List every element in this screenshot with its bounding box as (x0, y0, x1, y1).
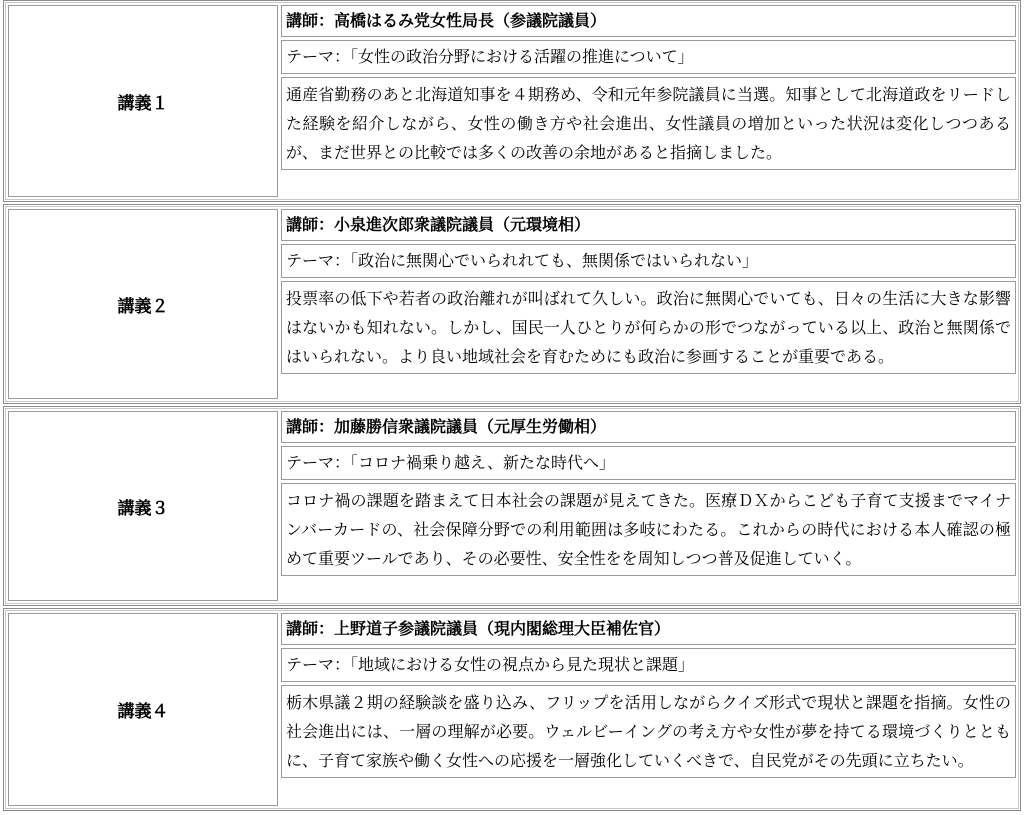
lecture-details (281, 411, 1016, 601)
lecturer-name: 講師：上野道子参議院議員（現内閣総理大臣補佐官） (281, 613, 1016, 645)
lecture-details (281, 209, 1016, 399)
lecture-theme: テーマ：「地域における女性の視点から見た現状と課題」 (281, 648, 1016, 682)
lecturer-name: 講師：高橋はるみ党女性局長（参議院議員） (281, 5, 1016, 37)
lecture-row-4 (3, 608, 1021, 811)
lecture-theme: テーマ：「コロナ禍乗り越え、新たな時代へ」 (281, 446, 1016, 480)
lecture-row-3 (3, 406, 1021, 606)
lecture-theme: テーマ：「政治に無関心でいられれても、無関係ではいられない」 (281, 244, 1016, 278)
lecture-table (3, 0, 1021, 811)
lecture-label: 講義４ (8, 613, 278, 806)
lecture-summary (281, 77, 1016, 170)
lecture-label: 講義１ (8, 5, 278, 197)
lecture-summary-text: 通産省勤務のあと北海道知事を４期務め、令和元年参院議員に当選。知事として北海道政をリードした経験を紹介しながら、女性の働き方や社会進出、女性議員の増加といった状況は変化しつつあるが、まだ世界との比較では多くの改善の余地があると指摘しました。 (286, 85, 1011, 162)
lecture-summary (281, 685, 1016, 778)
lecture-summary-text: 投票率の低下や若者の政治離れが叫ばれて久しい。政治に無関心でいても、日々の生活に大きな影響はないかも知れない。しかし、国民一人ひとりが何らかの形でつながっている以上、政治と無関係ではいられない。より良い地域社会を育むためにも政治に参画することが重要である。 (286, 289, 1011, 366)
lecture-label: 講義２ (8, 209, 278, 399)
lecture-row-1 (3, 0, 1021, 202)
lecture-summary (281, 483, 1016, 576)
lecture-row-2 (3, 204, 1021, 404)
lecture-details (281, 5, 1016, 197)
lecturer-name: 講師：加藤勝信衆議院議員（元厚生労働相） (281, 411, 1016, 443)
lecture-theme: テーマ：「女性の政治分野における活躍の推進について」 (281, 40, 1016, 74)
lecture-summary-text: コロナ禍の課題を踏まえて日本社会の課題が見えてきた。医療ＤＸからこども子育て支援までマイナンバーカードの、社会保障分野での利用範囲は多岐にわたる。これからの時代における本人確認の極めて重要ツールであり、その必要性、安全性をを周知しつつ普及促進していく。 (286, 491, 1011, 568)
lecture-label: 講義３ (8, 411, 278, 601)
lecture-details (281, 613, 1016, 806)
lecturer-name: 講師：小泉進次郎衆議院議員（元環境相） (281, 209, 1016, 241)
lecture-summary (281, 281, 1016, 374)
lecture-summary-text: 栃木県議２期の経験談を盛り込み、フリップを活用しながらクイズ形式で現状と課題を指摘。女性の社会進出には、一層の理解が必要。ウェルビーイングの考え方や女性が夢を持てる環境づくりとともに、子育て家族や働く女性への応援を一層強化していくべきで、自民党がその先頭に立ちたい。 (286, 693, 1011, 770)
